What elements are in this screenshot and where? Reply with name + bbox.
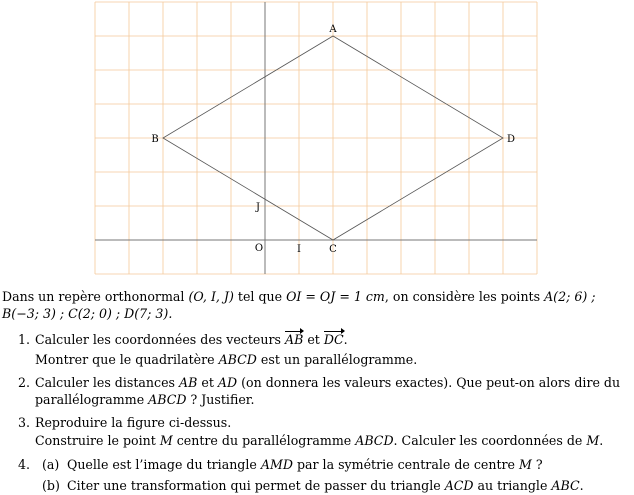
point-label-c: C xyxy=(329,244,337,255)
intro-line-2: B(−3; 3) ; C(2; 0) ; D(7; 3). xyxy=(2,306,173,321)
question-1: 1. Calculer les coordonnées des vecteurs AB et DC. xyxy=(18,332,348,347)
point-label-a: A xyxy=(329,24,337,35)
i-label: I xyxy=(297,244,301,255)
question-3-line-2: Construire le point M centre du parallélogramme ABCD. Calculer les coordonnées de M. xyxy=(35,433,604,448)
question-2: 2. Calculer les distances AB et AD (on donnera les valeurs exactes). Que peut-on alors dire du xyxy=(18,375,621,390)
question-2-line-2: parallélogramme ABCD ? Justifier. xyxy=(35,392,255,407)
origin-label: O xyxy=(254,243,264,254)
vector-ab: AB xyxy=(284,332,304,347)
question-1-line-2: Montrer que le quadrilatère ABCD est un parallélogramme. xyxy=(35,352,418,367)
j-label: J xyxy=(255,202,261,213)
vector-dc: DC xyxy=(323,332,344,347)
point-label-d: D xyxy=(506,134,516,145)
grid xyxy=(95,2,537,274)
intro-line-1: Dans un repère orthonormal (O, I, J) tel que OI = OJ = 1 cm, on considère les points A(2; 6) ; xyxy=(2,289,596,304)
question-4b: (b) Citer une transformation qui permet de passer du triangle ACD au triangle ABC. xyxy=(42,478,584,493)
question-4a: 4. (a) Quelle est l’image du triangle AMD par la symétrie centrale de centre M ? xyxy=(18,457,543,472)
question-3: 3. Reproduire la figure ci-dessus. xyxy=(18,415,232,430)
point-label-b: B xyxy=(151,134,159,145)
question-number: 1. xyxy=(18,332,31,347)
